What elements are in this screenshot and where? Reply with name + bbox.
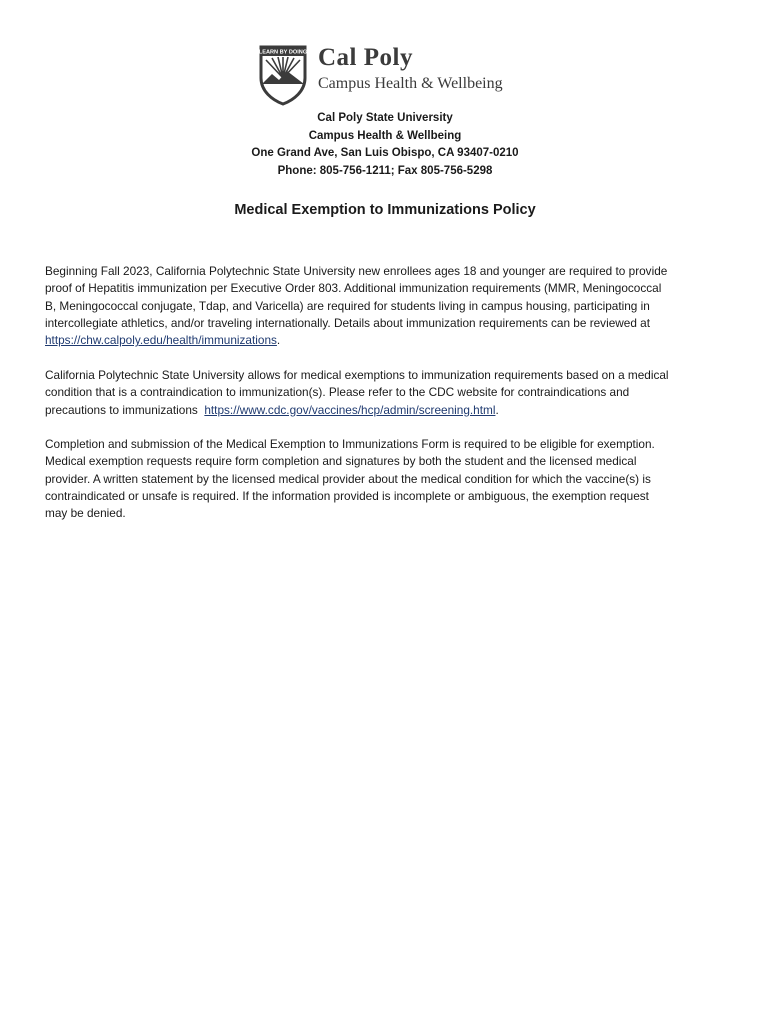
paragraph-submission [45, 436, 725, 522]
address-block [0, 110, 770, 180]
text-line: https://chw.calpoly.edu/health/immunizations. [45, 333, 281, 348]
brand-subtitle: Campus Health & Wellbeing [318, 75, 503, 92]
address-line: Phone: 805-756-1211; Fax 805-756-5298 [277, 164, 493, 177]
address-line: One Grand Ave, San Luis Obispo, CA 93407-0210 [251, 147, 519, 159]
paragraph-requirements [45, 263, 725, 349]
immunizations-link[interactable]: https://chw.calpoly.edu/health/immunizations [45, 333, 277, 348]
text-line: Beginning Fall 2023, California Polytechnic State University new enrollees ages 18 and younger are required to provide [45, 264, 668, 278]
cdc-screening-link[interactable]: https://www.cdc.gov/vaccines/hcp/admin/screening.html [204, 402, 496, 417]
text-line: may be denied. [45, 506, 126, 521]
text-line: provider. A written statement by the licensed medical provider about the medical condition for which the vaccine(s) is [45, 471, 651, 486]
cal-poly-logo [258, 44, 518, 108]
text-line: proof of Hepatitis immunization per Executive Order 803. Additional immunization requirements (MMR, Meningococcal [45, 281, 662, 296]
text-line: Completion and submission of the Medical Exemption to Immunizations Form is required to be eligible for exemption. [45, 437, 655, 451]
text-line: California Polytechnic State University allows for medical exemptions to immunization requirements based on a medical [45, 368, 669, 382]
text-line: Medical exemption requests require form completion and signatures by both the student and the licensed medical [45, 454, 637, 469]
brand-name: Cal Poly [318, 44, 413, 71]
motto-text [258, 46, 308, 56]
text-line: contraindicated or unsafe is required. If the information provided is incomplete or ambiguous, the exemption request [45, 488, 649, 503]
paragraph-exemptions [45, 367, 725, 419]
text-line: precautions to immunizations https://www.cdc.gov/vaccines/hcp/admin/screening.html. [45, 402, 499, 417]
text-line: condition that is a contraindication to immunization(s). Please refer to the CDC website for contraindications and [45, 385, 630, 400]
address-line: Campus Health & Wellbeing [308, 129, 462, 142]
address-line: Cal Poly State University [317, 112, 453, 124]
text-line: B, Meningococcal conjugate, Tdap, and Varicella) are required for students living in campus housing, participating in [45, 298, 650, 313]
document-title: Medical Exemption to Immunizations Policy [234, 202, 536, 218]
svg-text:LEARN BY DOING: LEARN BY DOING [258, 49, 308, 56]
text-line: intercollegiate athletics, and/or traveling internationally. Details about immunization requirements can be reviewed at [45, 315, 651, 330]
